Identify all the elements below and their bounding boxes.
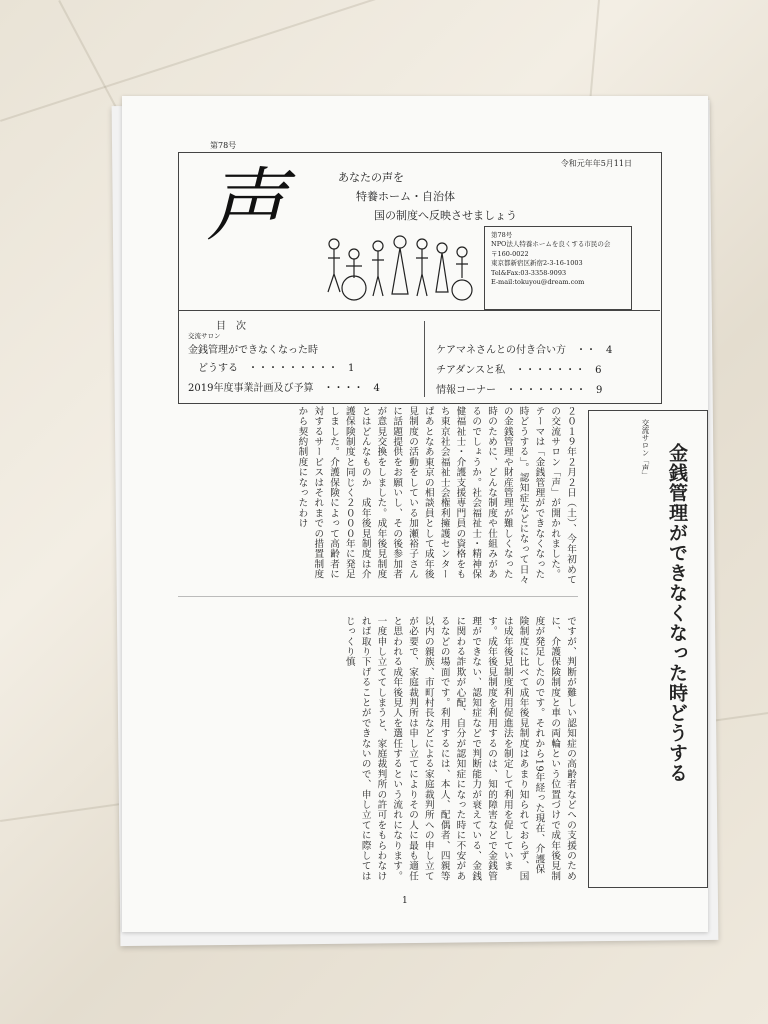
feature-title-box: [588, 410, 708, 888]
issue-date: 令和元年年5月11日: [560, 159, 632, 168]
org-issue: 第78号: [491, 231, 513, 239]
org-email: E-mail:tokuyou@dream.com: [491, 278, 585, 287]
toc-title: 目 次: [216, 321, 246, 332]
toc-divider: [424, 321, 425, 397]
org-postal: 〒160-0022: [491, 249, 529, 258]
page-number: 1: [402, 896, 408, 906]
toc-item: 情報コーナー ・・・・・・・・ 9: [436, 385, 603, 396]
toc-subtitle: 交流サロン: [188, 332, 221, 340]
people-illustration: [320, 234, 478, 304]
tagline-line-2: 特養ホーム・自治体: [356, 190, 455, 203]
issue-number: 第78号: [210, 141, 237, 150]
article-body-lower: ですが、判断が難しい認知症の高齢者などへの支援のために、介護保険制度と車の両輪という位置づけで成年後見制度が発足したのです。それから19年経った現在、介護保険制度に比べて成年後見制度はあまり知られておらず、国は成年後見制度利用促進法を制定して利用を促しています。成年後見制度を利用するのは、知的障害などで金銭管理ができない、認知症などで判断能力が衰えている、金銭に関わる詐欺が心配、自分が認知症になった時に不安があるなどの場面です。利用するには、本人、配偶者、四親等以内の親族、市町村長などによる家庭裁判所への申し立てが必要で、家庭裁判所は申し立てによりその人に最も適任と思われる成年後見人を選任するという流れになります。一度申し立ててしまうと、家庭裁判所の許可をもらわなければ取り下げることができないので、申し立てに際してはじっくり慎: [343, 616, 576, 882]
tagline-line-1: あなたの声を: [338, 171, 404, 184]
column-divider: [178, 596, 578, 597]
masthead-logo: 声: [206, 159, 286, 252]
toc-item: 金銭管理ができなくなった時: [188, 345, 318, 356]
table-of-contents: [178, 310, 660, 403]
newsletter-page: [122, 96, 708, 932]
org-tel: Tel&Fax:03-3358-9093: [491, 268, 567, 277]
feature-title: 金銭管理ができなくなった時どうする: [666, 443, 688, 783]
toc-item: ケアマネさんとの付き合い方 ・・ 4: [436, 345, 613, 356]
toc-item: どうする ・・・・・・・・・ 1: [188, 363, 355, 374]
org-address: 東京都新宿区新宿2-3-16-1003: [491, 259, 583, 268]
article-body-upper: ２０１９年２月２日（土）、今年初めての交流サロン「声」が開かれました。テーマは「金銭管理ができなくなった時どうする」。認知症などになって日々の金銭管理や財産管理が難しくなった時のために、どんな制度や仕組みがあるのでしょうか。社会福祉士・精神保健福祉士・介護支援専門員の資格をもち東京社会福祉士会権利擁護センターぱあとなあ東京の相談員として成年後見制度の活動をしている加瀬裕子さんに話題提供をお願いし、その後参加者が意見交換をしました。成年後見制度とはどんなものか 成年後見制度は介護保険制度と同じく２０００年に発足しました。介護保険によって高齢者に対するサービスはそれまでの措置制度から契約制度になったわけ: [296, 406, 576, 585]
toc-item: 2019年度事業計画及び予算 ・・・・ 4: [188, 383, 380, 394]
toc-item: チアダンスと私 ・・・・・・・ 6: [436, 365, 602, 376]
tagline-line-3: 国の制度へ反映させましょう: [374, 209, 517, 222]
publisher-info-box: [484, 226, 632, 310]
feature-kicker: 交流サロン「声」: [641, 419, 650, 479]
org-name: NPO法人特養ホームを良くする市民の会: [491, 240, 611, 249]
